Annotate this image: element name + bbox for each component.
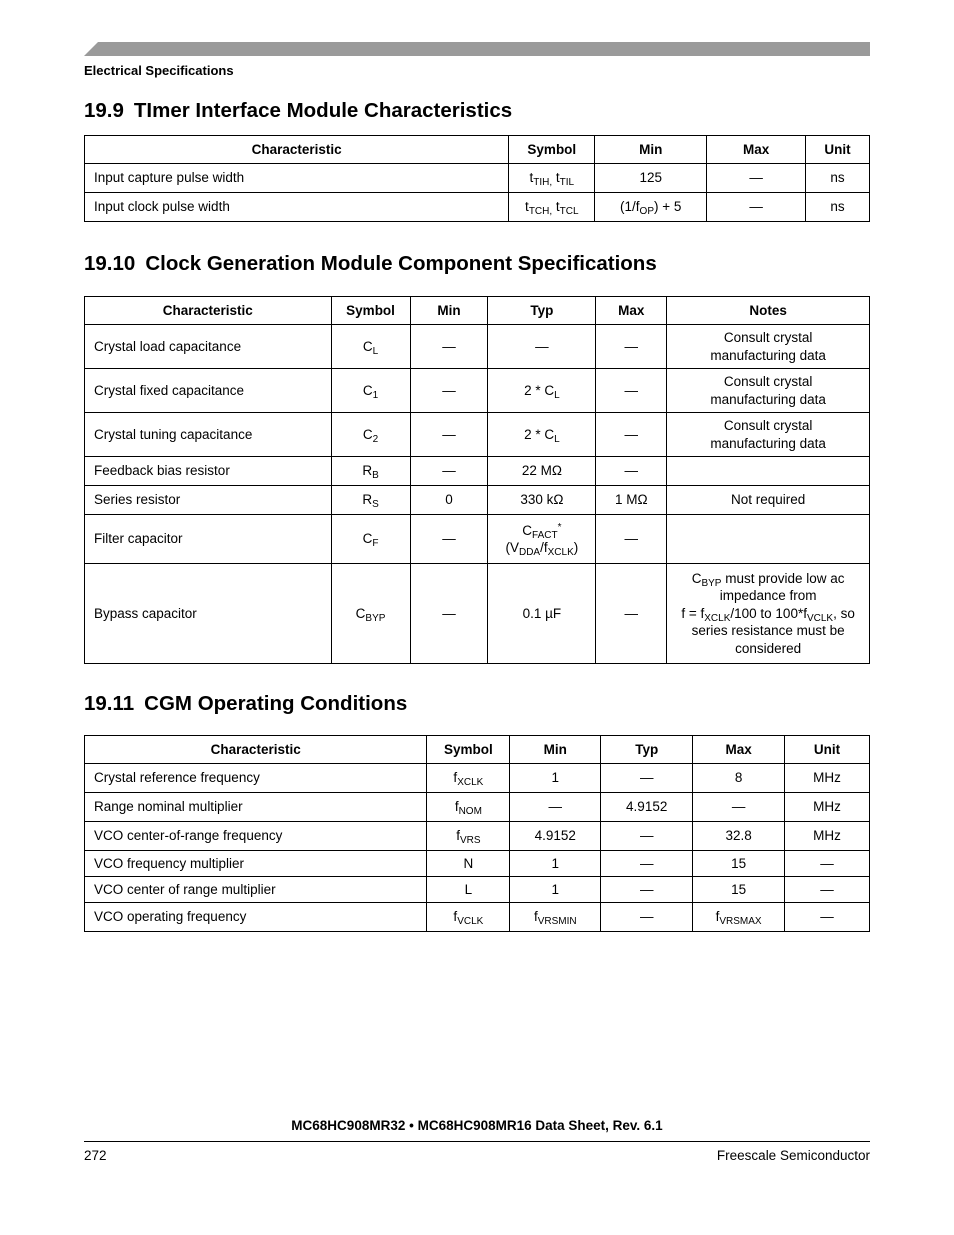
typ-cell: — — [601, 851, 693, 877]
column-header: Max — [693, 736, 785, 764]
characteristic-cell: Crystal reference frequency — [85, 764, 427, 793]
table-row — [85, 325, 870, 369]
notes-cell: $C_{BYP}$ must provide low ac impedance from $f = f_{XCLK}/100$ to $100*f_{VCLK}$, so series resistance must be considered — [667, 564, 870, 664]
typ-cell: $C_{FACT}^*$ $(V_{DDA}/f_{XCLK})$ — [488, 515, 596, 564]
table-row — [85, 193, 870, 222]
notes-cell: Consult crystal manufacturing data — [667, 369, 870, 413]
symbol-cell: $C_2$ — [331, 413, 410, 457]
notes-cell: Consult crystal manufacturing data — [667, 413, 870, 457]
max-cell: 15 — [693, 877, 785, 903]
symbol-cell: $C_{BYP}$ — [331, 564, 410, 664]
min-cell: 1 — [510, 851, 601, 877]
section-title: TImer Interface Module Characteristics — [133, 99, 513, 122]
min-cell: 125 — [595, 164, 707, 193]
symbol-cell: $C_F$ — [331, 515, 410, 564]
section-title: Clock Generation Module Component Specifications — [145, 252, 657, 275]
characteristic-cell: VCO frequency multiplier — [85, 851, 427, 877]
unit-cell: — — [785, 877, 870, 903]
typ-cell: 22 MΩ — [488, 457, 596, 486]
characteristic-cell: Range nominal multiplier — [85, 793, 427, 822]
column-header: Max — [596, 297, 667, 325]
column-header: Typ — [488, 297, 596, 325]
typ-cell: 4.9152 — [601, 793, 693, 822]
characteristic-cell: Input clock pulse width — [85, 193, 509, 222]
symbol-cell: $t_{TCH,}$ $t_{TCL}$ — [509, 193, 595, 222]
max-cell: — — [707, 164, 806, 193]
column-header: Max — [707, 136, 806, 164]
column-header: Unit — [785, 736, 870, 764]
unit-cell: — — [785, 903, 870, 932]
column-header: Characteristic — [85, 297, 332, 325]
max-cell: — — [596, 457, 667, 486]
company-name: Freescale Semiconductor — [716, 1148, 870, 1163]
notes-cell: Not required — [667, 486, 870, 515]
typ-cell: 0.1 µF — [488, 564, 596, 664]
characteristic-cell: Crystal fixed capacitance — [85, 369, 332, 413]
column-header: Unit — [806, 136, 870, 164]
notes-cell: Consult crystal manufacturing data — [667, 325, 870, 369]
min-cell: — — [410, 325, 488, 369]
section-number: 19.11 — [84, 692, 135, 715]
unit-cell: MHz — [785, 793, 870, 822]
column-header: Min — [410, 297, 488, 325]
characteristic-cell: Series resistor — [85, 486, 332, 515]
min-cell: 1 — [510, 877, 601, 903]
column-header: Characteristic — [85, 736, 427, 764]
min-cell: 1 — [510, 764, 601, 793]
column-header: Min — [595, 136, 707, 164]
table-row — [85, 564, 870, 664]
table-row — [85, 486, 870, 515]
section-heading-19-9 — [84, 99, 512, 123]
min-cell: $(1/f_{OP}) + 5$ — [595, 193, 707, 222]
max-cell: — — [596, 564, 667, 664]
section-number: 19.9 — [84, 99, 124, 122]
typ-cell: — — [601, 877, 693, 903]
max-cell: — — [693, 793, 785, 822]
characteristic-cell: VCO center of range multiplier — [85, 877, 427, 903]
symbol-cell: N — [427, 851, 510, 877]
table-row — [85, 369, 870, 413]
column-header: Min — [510, 736, 601, 764]
unit-cell: ns — [806, 193, 870, 222]
characteristic-cell: VCO center-of-range frequency — [85, 822, 427, 851]
column-header: Characteristic — [85, 136, 509, 164]
typ-cell: — — [488, 325, 596, 369]
column-header: Symbol — [427, 736, 510, 764]
table-row — [85, 413, 870, 457]
typ-cell: — — [601, 822, 693, 851]
min-cell: $f_{VRSMIN}$ — [510, 903, 601, 932]
typ-cell: $2 * C_L$ — [488, 369, 596, 413]
max-cell: 32.8 — [693, 822, 785, 851]
column-header: Symbol — [331, 297, 410, 325]
column-header: Typ — [601, 736, 693, 764]
table-row — [85, 764, 870, 793]
section-title: CGM Operating Conditions — [144, 692, 408, 715]
notes-cell — [667, 515, 870, 564]
characteristic-cell: Feedback bias resistor — [85, 457, 332, 486]
symbol-cell: $f_{NOM}$ — [427, 793, 510, 822]
characteristic-cell: Filter capacitor — [85, 515, 332, 564]
max-cell: 15 — [693, 851, 785, 877]
typ-cell: $2 * C_L$ — [488, 413, 596, 457]
symbol-cell: $C_L$ — [331, 325, 410, 369]
table-row — [85, 877, 870, 903]
timer-characteristics-table — [84, 135, 870, 222]
min-cell: — — [410, 457, 488, 486]
unit-cell: ns — [806, 164, 870, 193]
max-cell: $f_{VRSMAX}$ — [693, 903, 785, 932]
characteristic-cell: Crystal load capacitance — [85, 325, 332, 369]
min-cell: 0 — [410, 486, 488, 515]
column-header: Notes — [667, 297, 870, 325]
symbol-cell: $f_{VCLK}$ — [427, 903, 510, 932]
characteristic-cell: Bypass capacitor — [85, 564, 332, 664]
max-cell: — — [707, 193, 806, 222]
table-row — [85, 903, 870, 932]
characteristic-cell: Input capture pulse width — [85, 164, 509, 193]
table-row — [85, 793, 870, 822]
symbol-cell: L — [427, 877, 510, 903]
min-cell: 4.9152 — [510, 822, 601, 851]
min-cell: — — [410, 564, 488, 664]
page-number: 272 — [84, 1148, 107, 1163]
table-row — [85, 515, 870, 564]
min-cell: — — [410, 515, 488, 564]
section-heading-19-11 — [84, 692, 407, 716]
notes-cell — [667, 457, 870, 486]
symbol-cell: $R_B$ — [331, 457, 410, 486]
typ-cell: — — [601, 903, 693, 932]
typ-cell: 330 kΩ — [488, 486, 596, 515]
symbol-cell: $f_{XCLK}$ — [427, 764, 510, 793]
column-header: Symbol — [509, 136, 595, 164]
footer-document-title: MC68HC908MR32 • MC68HC908MR16 Data Sheet, Rev. 6.1 — [291, 1118, 663, 1133]
running-head: Electrical Specifications — [84, 63, 234, 78]
symbol-cell: $R_S$ — [331, 486, 410, 515]
min-cell: — — [410, 413, 488, 457]
cgm-component-table — [84, 296, 870, 664]
unit-cell: MHz — [785, 764, 870, 793]
header-decorative-bar — [84, 42, 870, 56]
table-row — [85, 457, 870, 486]
table-row — [85, 164, 870, 193]
section-number: 19.10 — [84, 252, 136, 275]
max-cell: — — [596, 413, 667, 457]
table-row — [85, 851, 870, 877]
table-header-row — [85, 736, 870, 764]
symbol-cell: $C_1$ — [331, 369, 410, 413]
footer-divider — [84, 1141, 870, 1142]
max-cell: 8 — [693, 764, 785, 793]
typ-cell: — — [601, 764, 693, 793]
symbol-cell: $t_{TIH,}$ $t_{TIL}$ — [509, 164, 595, 193]
cgm-operating-conditions-table — [84, 735, 870, 932]
table-header-row — [85, 297, 870, 325]
unit-cell: — — [785, 851, 870, 877]
max-cell: — — [596, 369, 667, 413]
characteristic-cell: Crystal tuning capacitance — [85, 413, 332, 457]
unit-cell: MHz — [785, 822, 870, 851]
symbol-cell: $f_{VRS}$ — [427, 822, 510, 851]
section-heading-19-10 — [84, 252, 657, 276]
max-cell: 1 MΩ — [596, 486, 667, 515]
min-cell: — — [510, 793, 601, 822]
table-row — [85, 822, 870, 851]
characteristic-cell: VCO operating frequency — [85, 903, 427, 932]
table-header-row — [85, 136, 870, 164]
min-cell: — — [410, 369, 488, 413]
max-cell: — — [596, 515, 667, 564]
max-cell: — — [596, 325, 667, 369]
